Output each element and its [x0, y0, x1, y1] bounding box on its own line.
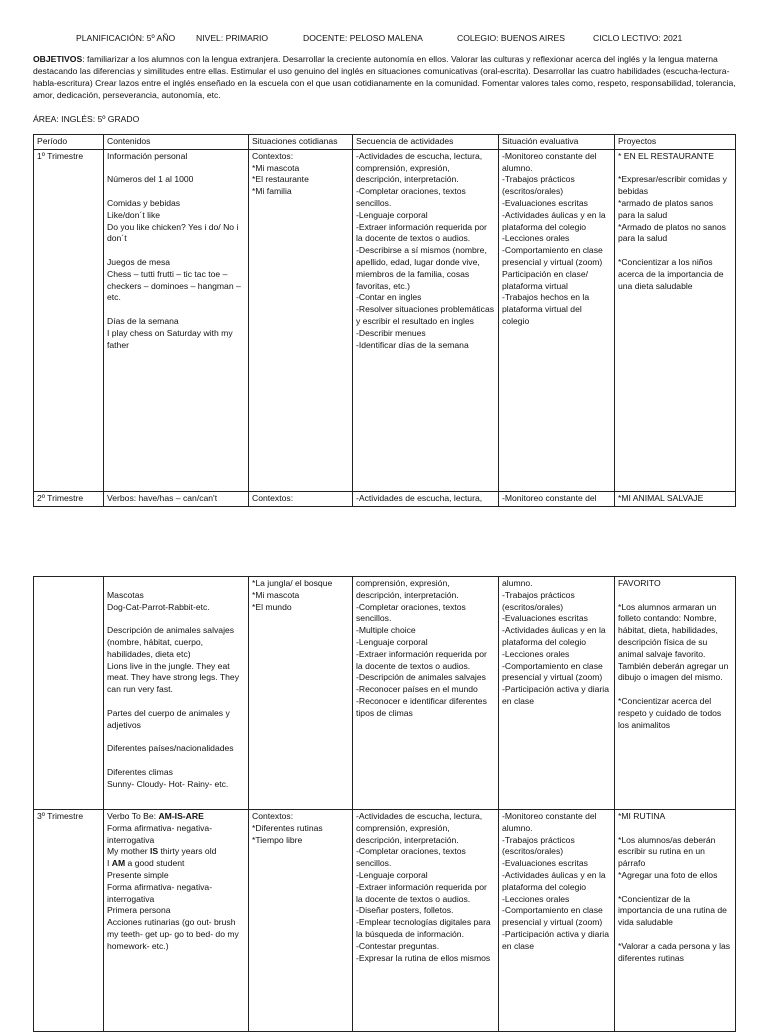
- cell-periodo: 1º Trimestre: [34, 149, 104, 491]
- cell-contenidos: Mascotas Dog-Cat-Parrot-Rabbit-etc. Descripción de animales salvajes (nombre, hábitat, cuerpo, habilidades, dieta etc) Lions live in the jungle. They eat meat. They have strong legs. They can run very fast. Partes del cuerpo de animales y adjetivos Diferentes países/nacionalidades Diferentes climas Sunny- Cloudy- Hot- Rainy- etc.: [104, 577, 249, 810]
- cell-situaciones: *La jungla/ el bosque *Mi mascota *El mundo: [249, 577, 353, 810]
- cell-proyectos: *MI ANIMAL SALVAJE: [615, 491, 736, 506]
- example-line-1b: IS: [149, 846, 159, 857]
- column-header-periodo: Período: [34, 135, 104, 150]
- cell-secuencia: comprensión, expresión, descripción, interpretación. -Completar oraciones, textos sencillos. -Multiple choice -Lenguaje corporal -Extraer información requerida por la docente de textos o audios. -Descripción de animales salvajes -Reconocer países en el mundo -Reconocer e identificar diferentes tipos de climas: [353, 577, 499, 810]
- header-colegio: COLEGIO: BUENOS AIRES: [457, 33, 565, 43]
- cell-evaluativa: -Monitoreo constante del alumno. -Trabajos prácticos (escritos/orales) -Evaluaciones escritas -Actividades áulicas y en la plataforma del colegio -Lecciones orales -Comportamiento en clase presencial y virtual (zoom) -Participación activa y diaria en clase: [499, 810, 615, 1032]
- cell-periodo: 2º Trimestre: [34, 491, 104, 506]
- cell-proyectos: FAVORITO *Los alumnos armaran un folleto contando: Nombre, hábitat, dieta, habilidades, descripción física de su animal salvaje favorito. También deberán agregar un dibujo o imagen del mismo. *Concientizar acerca del respeto y cuidado de todos los animalitos: [615, 577, 736, 810]
- cell-proyectos: * EN EL RESTAURANTE *Expresar/escribir comidas y bebidas *armado de platos sanos para la salud *Armado de platos no sanos para la salud *Concientizar a los niños acerca de la importancia de una dieta saludable: [615, 149, 736, 491]
- example-line-1a: My mother: [107, 846, 150, 857]
- header-planificacion: PLANIFICACIÓN: 5º AÑO: [76, 33, 176, 43]
- example-line-2b: AM: [111, 858, 126, 869]
- header-ciclo: CICLO LECTIVO: 2021: [593, 33, 683, 43]
- verb-to-be-forms: AM-IS-ARE: [158, 811, 204, 821]
- cell-proyectos: *MI RUTINA *Los alumnos/as deberán escribir su rutina en un párrafo *Agregar una foto de ellos *Concientizar de la importancia de una rutina de vida saludable *Valorar a cada persona y las diferentes rutinas: [615, 810, 736, 1032]
- cell-evaluativa: alumno. -Trabajos prácticos (escritos/orales) -Evaluaciones escritas -Actividades áulicas y en la plataforma del colegio -Lecciones orales -Comportamiento en clase presencial y virtual (zoom) -Participación activa y diaria en clase: [499, 577, 615, 810]
- planning-table-page-2: [33, 576, 736, 1032]
- cell-contenidos: Información personal Números del 1 al 1000 Comidas y bebidas Like/don´t like Do you like chicken? Yes i do/ No i don´t Juegos de mesa Chess – tutti frutti – tic tac toe – checkers – dominoes – hangman – etc. Días de la semana I play chess on Saturday with my father: [104, 149, 249, 491]
- table-header-row: [34, 135, 736, 150]
- table-row: [34, 577, 736, 810]
- cell-evaluativa: -Monitoreo constante del alumno. -Trabajos prácticos (escritos/orales) -Evaluaciones escritas -Actividades áulicas y en la plataforma del colegio -Lecciones orales -Comportamiento en clase presencial y virtual (zoom) Participación en clase/ plataforma virtual -Trabajos hechos en la plataforma virtual del colegio: [499, 149, 615, 491]
- header-nivel: NIVEL: PRIMARIO: [196, 33, 269, 43]
- cell-contenidos: [104, 810, 249, 1032]
- cell-situaciones: Contextos: *Mi mascota *El restaurante *Mi familia: [249, 149, 353, 491]
- objectives-paragraph: [33, 53, 745, 101]
- table-row: [34, 491, 736, 506]
- objectives-text: : familiarizar a los alumnos con la lengua extranjera. Desarrollar la creciente autonomía en ellos. Valorar las culturas y reflexionar acerca del inglés y la lengua materna destacando las diferencias y similitudes entre ellas. Estimular el uso genuino del inglés en situaciones comunicativas (oral-escrita). Desarrollar las cuatro habilidades (escucha-lectura-habla-escritura) Crear lazos entre el inglés enseñado en la escuela con el que usan cotidianamente en la comunidad. Fomentar valores tales como, respeto, responsabilidad, tolerancia, amor, dedicación, perseverancia, autonomía, etc.: [33, 54, 736, 100]
- column-header-evaluativa: Situación evaluativa: [499, 135, 615, 150]
- cell-secuencia: -Actividades de escucha, lectura, comprensión, expresión, descripción, interpretación. -Completar oraciones, textos sencillos. -Lenguaje corporal -Extraer información requerida por la docente de textos o audios. -Diseñar posters, folletos. -Emplear tecnologías digitales para la búsqueda de información. -Contestar preguntas. -Expresar la rutina de ellos mismos: [353, 810, 499, 1032]
- cell-secuencia: -Actividades de escucha, lectura,: [353, 491, 499, 506]
- cell-contenidos: Verbos: have/has – can/can't: [104, 491, 249, 506]
- column-header-contenidos: Contenidos: [104, 135, 249, 150]
- contenidos-rest: Presente simple Forma afirmativa- negativa-interrogativa Primera persona Acciones rutinarias (go out- brush my teeth- get up- go to bed- do my homework- etc.): [107, 869, 239, 951]
- example-line-2c: a good student: [125, 858, 185, 869]
- objectives-label: OBJETIVOS: [33, 54, 83, 64]
- cell-evaluativa: -Monitoreo constante del: [499, 491, 615, 506]
- column-header-proyectos: Proyectos: [615, 135, 736, 150]
- cell-situaciones: Contextos:: [249, 491, 353, 506]
- forms-line: Forma afirmativa- negativa-interrogativa: [107, 822, 213, 845]
- cell-situaciones: Contextos: *Diferentes rutinas *Tiempo libre: [249, 810, 353, 1032]
- column-header-secuencia: Secuencia de actividades: [353, 135, 499, 150]
- header-docente: DOCENTE: PELOSO MALENA: [303, 33, 423, 43]
- document-header: [0, 33, 768, 45]
- example-line-2a: I: [107, 858, 112, 869]
- cell-secuencia: -Actividades de escucha, lectura, comprensión, expresión, descripción, interpretación. -Completar oraciones, textos sencillos. -Lenguaje corporal -Extraer información requerida por la docente de textos o audios. -Describirse a sí mismos (nombre, apellido, edad, lugar donde vive, miembros de la familia, cosas favoritas, etc.) -Contar en ingles -Resolver situaciones problemáticas y escribir el resultado en ingles -Describir menues -Identificar días de la semana: [353, 149, 499, 491]
- cell-periodo: [34, 577, 104, 810]
- table-row: [34, 810, 736, 1032]
- verb-to-be-label: Verbo To Be:: [107, 811, 159, 821]
- planning-table-page-1: [33, 134, 736, 507]
- column-header-situaciones: Situaciones cotidianas: [249, 135, 353, 150]
- cell-periodo: 3º Trimestre: [34, 810, 104, 1032]
- table-row: [34, 149, 736, 491]
- example-line-1c: thirty years old: [158, 846, 217, 857]
- area-label: ÁREA: INGLÉS: 5º GRADO: [33, 114, 140, 124]
